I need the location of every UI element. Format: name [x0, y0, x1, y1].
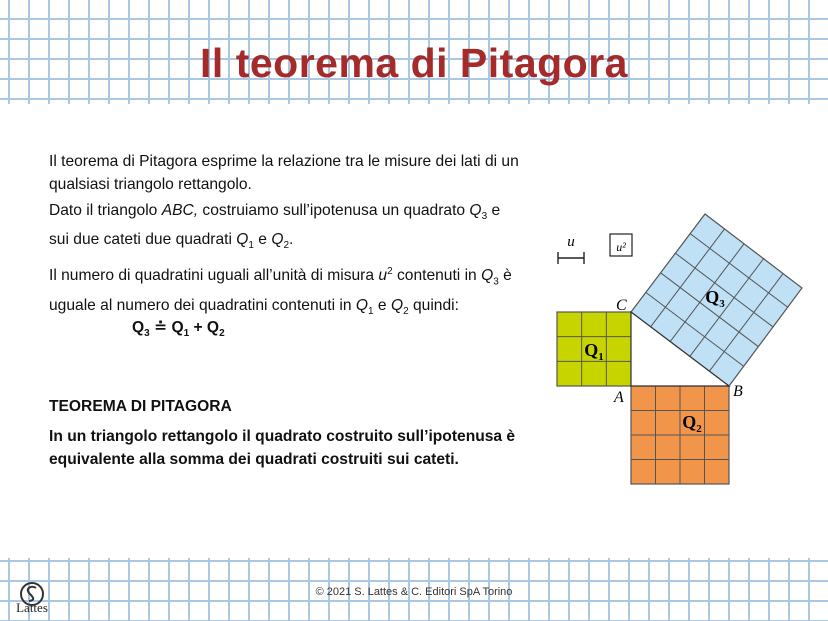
square-q3-label: $Q_3$	[705, 287, 725, 310]
formula: $Q_3$ ≐ $Q_1 + Q_2$	[132, 319, 225, 340]
unit-square-label: u²	[616, 240, 626, 254]
square-q1	[557, 312, 631, 386]
theorem-statement: In un triangolo rettangolo il quadrato costruito sull’ipotenusa è equivalente alla somma dei quadrati costruiti sui cateti.	[49, 428, 516, 468]
paragraph-construction: Dato il triangolo ABC, costruiamo sull’ipotenusa un quadrato $Q_3$ e sui due cateti due quadrati $Q_1$ e $Q_2$.	[49, 202, 501, 252]
unit-square	[610, 234, 632, 256]
vertex-b: B	[733, 383, 743, 400]
square-q2	[631, 386, 729, 484]
theorem-title: TEOREMA DI PITAGORA	[49, 398, 232, 415]
unit-label: u	[567, 234, 575, 250]
vertex-c: C	[616, 297, 627, 314]
pythagoras-diagram	[552, 210, 812, 500]
square-q1-label: $Q_1$	[584, 340, 604, 363]
paragraph-count: Il numero di quadratini uguali all’unità di misura $u^2$ contenuti in $Q_3$ è uguale al numero dei quadratini contenuti in $Q_1$ e $Q_2$ quindi:	[49, 266, 512, 317]
square-q2-label: $Q_2$	[682, 412, 702, 435]
unit-segment	[558, 234, 584, 264]
vertex-a: A	[614, 389, 624, 406]
copyright-footer: © 2021 S. Lattes & C. Editori SpA Torino	[315, 586, 513, 598]
paragraph-intro: Il teorema di Pitagora esprime la relazione tra le misure dei lati di un qualsiasi triangolo rettangolo.	[49, 153, 519, 193]
logo-label: Lattes	[16, 600, 48, 615]
page-title: Il teorema di Pitagora	[200, 40, 628, 86]
intro-text	[49, 150, 519, 326]
